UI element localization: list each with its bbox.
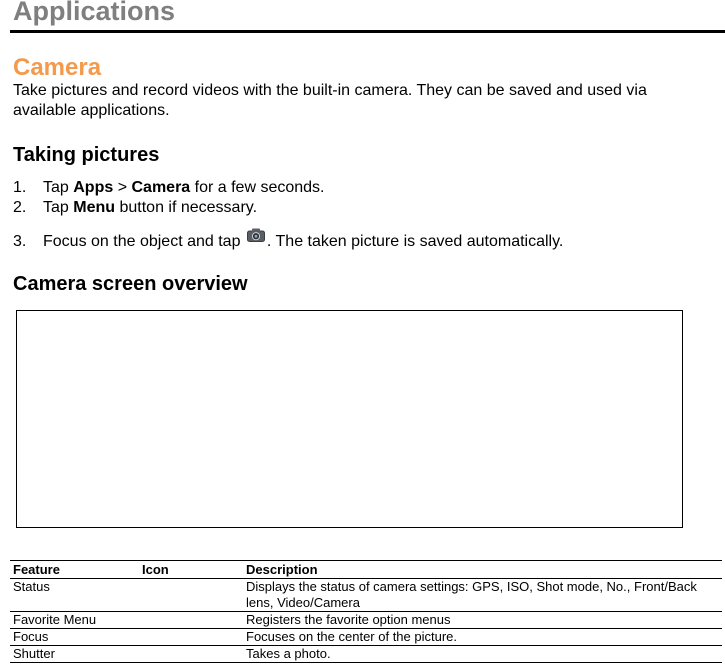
feature-cell: Status bbox=[10, 579, 139, 612]
step-text: button if necessary. bbox=[115, 199, 258, 216]
column-header: Feature bbox=[10, 561, 139, 579]
step-text: for a few seconds. bbox=[190, 179, 325, 196]
section-title: Camera bbox=[13, 54, 102, 81]
overview-heading: Camera screen overview bbox=[13, 273, 248, 295]
icon-cell bbox=[139, 612, 243, 629]
step-3 bbox=[13, 228, 563, 252]
icon-cell bbox=[139, 579, 243, 612]
icon-cell bbox=[139, 646, 243, 663]
feature-cell: Shutter bbox=[10, 646, 139, 663]
step-bold: Menu bbox=[73, 199, 116, 216]
description-cell: Displays the status of camera settings: GPS, ISO, Shot mode, No., Front/Back lens, Video/Camera bbox=[243, 579, 722, 612]
step-number: 3. bbox=[13, 233, 27, 250]
step-number: 1. bbox=[13, 179, 27, 196]
chapter-divider bbox=[10, 30, 725, 33]
feature-table bbox=[10, 560, 722, 663]
step-1 bbox=[13, 178, 324, 198]
step-text: Focus on the object and tap bbox=[43, 233, 245, 250]
table-row bbox=[10, 629, 722, 646]
step-text: . The taken picture is saved automatically. bbox=[266, 233, 564, 250]
chapter-title: Applications bbox=[13, 0, 176, 26]
icon-cell bbox=[139, 629, 243, 646]
camera-shutter-icon bbox=[247, 228, 265, 242]
table-header-row bbox=[10, 561, 722, 579]
camera-screen-figure bbox=[16, 310, 683, 528]
column-header: Description bbox=[243, 561, 722, 579]
step-number: 2. bbox=[13, 199, 27, 216]
description-cell: Registers the favorite option menus bbox=[243, 612, 722, 629]
table-row bbox=[10, 579, 722, 612]
step-2 bbox=[13, 198, 257, 218]
feature-cell: Focus bbox=[10, 629, 139, 646]
section-intro: Take pictures and record videos with the built-in camera. They can be saved and used via available applications. bbox=[13, 82, 647, 119]
feature-cell: Favorite Menu bbox=[10, 612, 139, 629]
step-bold: Apps bbox=[73, 179, 114, 196]
step-text: > bbox=[113, 179, 132, 196]
step-bold: Camera bbox=[131, 179, 191, 196]
column-header: Icon bbox=[139, 561, 243, 579]
description-cell: Takes a photo. bbox=[243, 646, 722, 663]
table-row bbox=[10, 612, 722, 629]
taking-pictures-heading: Taking pictures bbox=[13, 144, 160, 166]
table-row bbox=[10, 646, 722, 663]
description-cell: Focuses on the center of the picture. bbox=[243, 629, 722, 646]
step-text: Tap bbox=[43, 199, 74, 216]
step-text: Tap bbox=[43, 179, 74, 196]
